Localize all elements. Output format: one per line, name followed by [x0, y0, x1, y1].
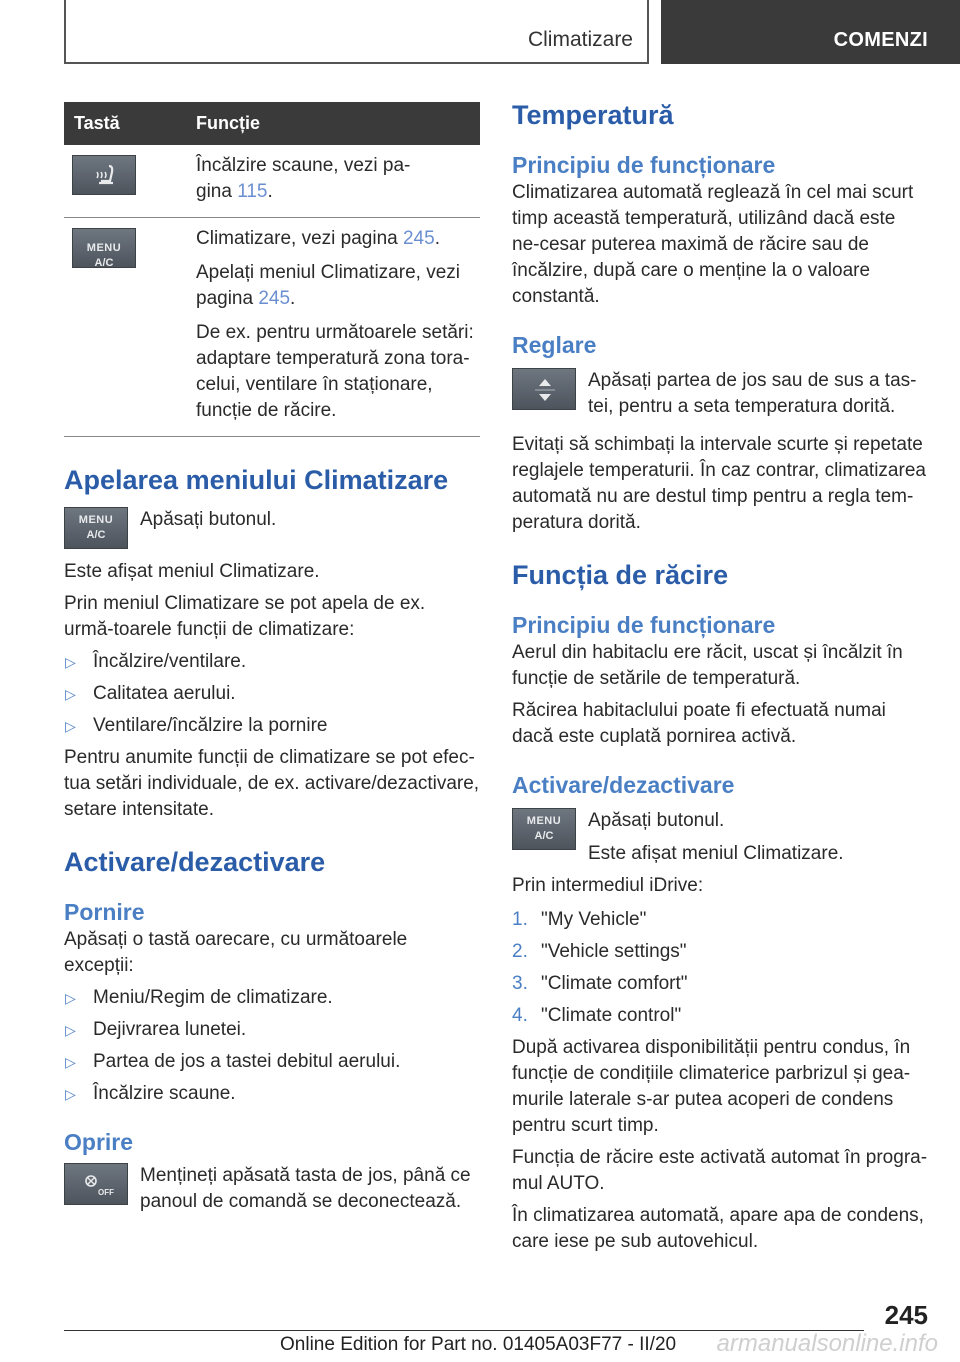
- row2-p2-text: Apelați meniul Climatizare, vezi pagina: [196, 262, 460, 309]
- list-item: [64, 1049, 480, 1075]
- list-item-text: Partea de jos a tastei debitul aerului.: [93, 1051, 401, 1072]
- list-item: [512, 939, 928, 965]
- list-item-text: Încălzire scaune.: [93, 1083, 236, 1104]
- list-item: [512, 971, 928, 997]
- header-title-box: [64, 0, 649, 64]
- list-item: [64, 1081, 480, 1107]
- principiu-cooling-p1: Aerul din habitaclu ere răcit, uscat și încălzit în funcție de setările de temperatură.: [512, 642, 903, 689]
- climatizare-ref: [196, 226, 480, 252]
- row1-text-end: .: [267, 181, 273, 202]
- heading-temperature: Temperatură: [512, 100, 674, 130]
- menu-key-label: MENU: [86, 242, 122, 254]
- section-title: Climatizare: [527, 28, 633, 51]
- step-text: "Climate control": [541, 1005, 682, 1026]
- press-button-block: [64, 507, 480, 553]
- reglare-note: Evitați să schimbați la intervale scurte și repetate reglajele temperaturii. În caz contrar, climatizarea automată nu are destul timp pentru a regla tem‐peratura dorită.: [512, 434, 926, 533]
- heading-activation-cooling: Activare/dezactivare: [512, 772, 735, 798]
- step-text: "Vehicle settings": [541, 941, 687, 962]
- step-number: 1.: [512, 909, 528, 930]
- after-activation-p3: În climatizarea automată, apare apa de condens, care iese pe sub autovehicul.: [512, 1205, 924, 1252]
- principiu-temp-text: Climatizarea automată reglează în cel mai scurt timp această temperatură, utilizând dacă este ne‐cesar puterea maximă de răcire sau de încălzire, după care o menține la o valoare constantă.: [512, 182, 914, 307]
- page-header: [0, 0, 960, 66]
- oprire-text: Mențineți apăsată tasta de jos, până ce panoul de comandă se deconectează.: [140, 1165, 471, 1212]
- table-cell-text: [184, 218, 480, 437]
- triangle-bullet-icon: ▷: [65, 1086, 76, 1102]
- menu-ref: [196, 260, 480, 312]
- page-link-245[interactable]: 245: [258, 288, 291, 309]
- ac-key-label: A/C: [86, 529, 106, 541]
- list-item: [64, 649, 480, 675]
- principiu-cooling-p2: Răcirea habitaclului poate fi efectuată numai dacă este cuplată pornirea activă.: [512, 700, 886, 747]
- menu-shown-text: Este afișat meniul Climatizare.: [588, 843, 844, 864]
- svg-text:OFF: OFF: [98, 1188, 114, 1197]
- heading-oprire: Oprire: [64, 1129, 134, 1155]
- heading-reglare: Reglare: [512, 332, 597, 358]
- up-down-key-icon: [512, 368, 576, 410]
- triangle-bullet-icon: ▷: [65, 1022, 76, 1038]
- ac-key-label: A/C: [94, 257, 114, 269]
- oprire-block: [64, 1163, 480, 1215]
- settings-note: Pentru anumite funcții de climatizare se pot efec‐tua setări individuale, de ex. activare/dezactivare, setare intensitate.: [64, 747, 480, 820]
- idrive-text: Prin intermediul iDrive:: [512, 875, 704, 896]
- table-header-function: Funcție: [196, 113, 261, 133]
- table-cell-icon: [64, 145, 184, 218]
- list-item: [512, 1003, 928, 1029]
- seat-heating-text: [196, 153, 480, 205]
- row2-p2-end: .: [290, 288, 296, 309]
- heading-principiu-temp: Principiu de funcționare: [512, 152, 776, 178]
- menu-ac-key-icon: [512, 808, 576, 850]
- row2-p1-end: .: [434, 228, 440, 249]
- right-column: [512, 98, 928, 1255]
- left-column: [64, 102, 480, 1215]
- row2-p1-text: Climatizare, vezi pagina: [196, 228, 403, 249]
- list-item: [64, 681, 480, 707]
- page-number: 245: [884, 1300, 928, 1330]
- menu-ac-key-icon: [64, 507, 128, 549]
- chapter-tab-label: COMENZI: [833, 29, 928, 51]
- list-item-text: Dejivrarea lunetei.: [93, 1019, 247, 1040]
- step-number: 4.: [512, 1005, 528, 1026]
- heading-pornire: Pornire: [64, 899, 145, 925]
- after-activation-p1: După activarea disponibilității pentru condus, în funcție de condițiile climaterice parbrizul și gea‐murile laterale s-ar putea acoperi de condens pentru scurt timp.: [512, 1037, 911, 1136]
- heading-menu: Apelarea meniului Climatizare: [64, 465, 449, 495]
- menu-shown-text: Este afișat meniul Climatizare.: [64, 561, 320, 582]
- exceptions-list: [64, 985, 480, 1107]
- menu-intro-text: Prin meniul Climatizare se pot apela de ex. urmă‐toarele funcții de climatizare:: [64, 593, 426, 640]
- pornire-text: Apăsați o tastă oarecare, cu următoarele excepții:: [64, 929, 408, 976]
- triangle-bullet-icon: ▷: [65, 686, 76, 702]
- cooling-press-block: [512, 808, 928, 867]
- idrive-steps-list: [512, 907, 928, 1029]
- triangle-bullet-icon: ▷: [65, 990, 76, 1006]
- list-item-text: Calitatea aerului.: [93, 683, 236, 704]
- heading-cooling: Funcția de răcire: [512, 560, 729, 590]
- list-item: [64, 713, 480, 739]
- reglare-text: Apăsați partea de jos sau de sus a tas‐tei, pentru a seta temperatura dorită.: [588, 370, 917, 417]
- after-activation-p2: Funcția de răcire este activată automat în progra‐mul AUTO.: [512, 1147, 928, 1194]
- fan-off-key-icon: [64, 1163, 128, 1205]
- menu-key-label: MENU: [78, 514, 114, 526]
- table-cell-text: [184, 145, 480, 218]
- page-link-245[interactable]: 245: [402, 228, 435, 249]
- step-text: "Climate comfort": [541, 973, 688, 994]
- reglare-block: [512, 368, 928, 420]
- key-function-table: [64, 102, 480, 437]
- triangle-bullet-icon: ▷: [65, 718, 76, 734]
- table-cell-icon: [64, 218, 184, 437]
- settings-examples: De ex. pentru următoarele setări: adaptare temperatură zona tora‐celui, ventilare în staționare, funcție de răcire.: [196, 322, 474, 421]
- menu-ac-key-icon: [72, 228, 136, 268]
- menu-functions-list: [64, 649, 480, 739]
- step-number: 3.: [512, 973, 528, 994]
- list-item: [64, 1017, 480, 1043]
- edition-text: Online Edition for Part no. 01405A03F77 - II/20: [280, 1334, 677, 1355]
- page-link-115[interactable]: 115: [237, 181, 268, 202]
- table-row: [64, 218, 480, 437]
- menu-key-label: MENU: [526, 815, 562, 827]
- table-row: [64, 145, 480, 218]
- row1-text: Încălzire scaune, vezi pa‐ gina: [196, 155, 411, 202]
- list-item: [512, 907, 928, 933]
- watermark: armanualsonline.info: [716, 1330, 938, 1357]
- ac-key-label: A/C: [534, 830, 554, 842]
- triangle-bullet-icon: ▷: [65, 654, 76, 670]
- list-item: [64, 985, 480, 1011]
- table-header-row: [64, 102, 480, 145]
- seat-heating-key-icon: [72, 155, 136, 195]
- table-header-key: Tastă: [74, 113, 120, 133]
- list-item-text: Încălzire/ventilare.: [93, 651, 247, 672]
- step-number: 2.: [512, 941, 528, 962]
- heading-principiu-cooling: Principiu de funcționare: [512, 612, 776, 638]
- heading-activation: Activare/dezactivare: [64, 847, 326, 877]
- press-button-text: Apăsați butonul.: [140, 509, 277, 530]
- triangle-bullet-icon: ▷: [65, 1054, 76, 1070]
- list-item-text: Meniu/Regim de climatizare.: [93, 987, 333, 1008]
- step-text: "My Vehicle": [541, 909, 647, 930]
- press-button-text: Apăsați butonul.: [588, 810, 725, 831]
- list-item-text: Ventilare/încălzire la pornire: [93, 715, 328, 736]
- chapter-tab: [661, 0, 960, 64]
